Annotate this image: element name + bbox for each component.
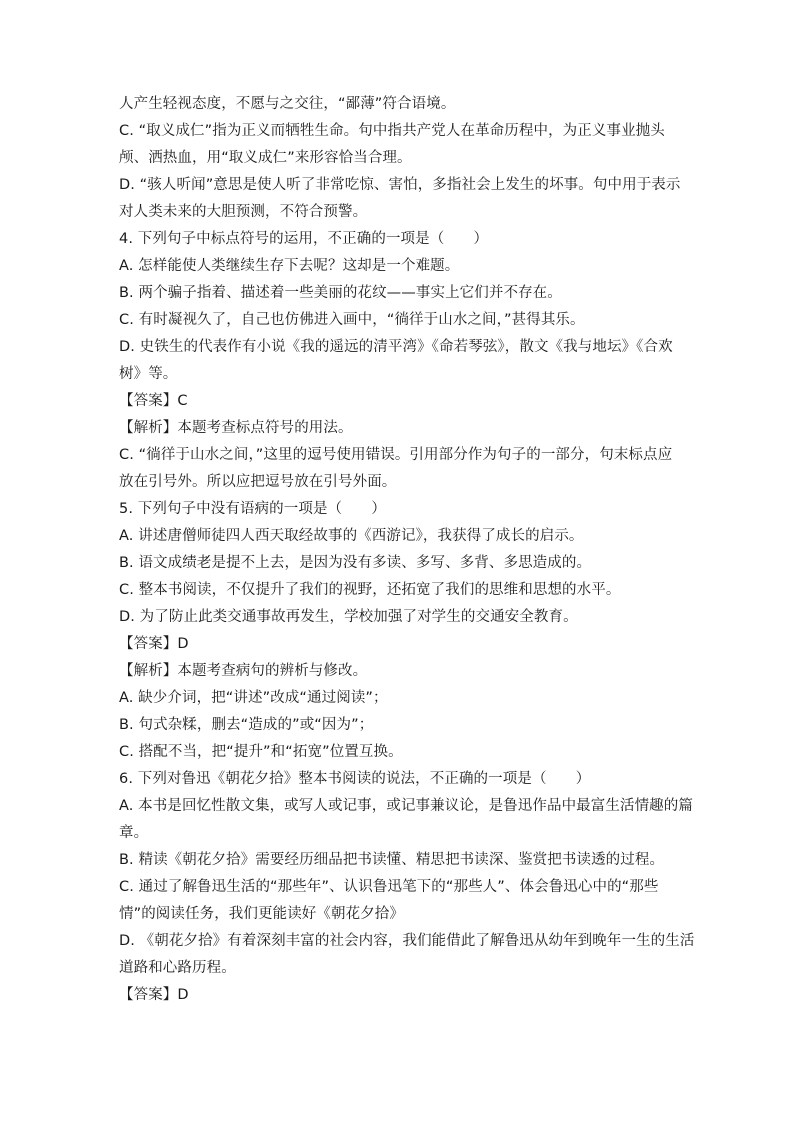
question-6-option-a: A. 本书是回忆性散文集，或写人或记事，或记事兼议论，是鲁迅作品中最富生活情趣的篇: [119, 798, 693, 814]
text-line: 放在引号外。所以应把逗号放在引号外面。: [119, 474, 397, 490]
text-line: 树》等。: [119, 366, 178, 382]
question-6-stem: 6. 下列对鲁迅《朝花夕拾》整本书阅读的说法，不正确的一项是（ ）: [119, 771, 591, 787]
question-4-analysis: 【解析】本题考查标点符号的用法。: [119, 420, 353, 436]
question-6-option-d: D. 《朝花夕拾》有着深刻丰富的社会内容，我们能借此了解鲁迅从幼年到晚年一生的生活: [119, 933, 695, 949]
text-line: B. 句式杂糅，删去“造成的”或“因为”；: [119, 717, 374, 733]
question-5-option-b: B. 语文成绩老是提不上去，是因为没有多读、多写、多背、多思造成的。: [119, 555, 592, 571]
question-4-option-b: B. 两个骗子指着、描述着一些美丽的花纹——事实上它们并不存在。: [119, 285, 562, 301]
question-4-option-c: C. 有时凝视久了，自己也仿佛进入画中，“徜徉于山水之间，”甚得其乐。: [119, 312, 585, 328]
question-6-option-b: B. 精读《朝花夕拾》需要经历细品把书读懂、精思把书读深、鉴赏把书读透的过程。: [119, 852, 665, 868]
question-5-option-a: A. 讲述唐僧师徒四人西天取经故事的《西游记》，我获得了成长的启示。: [119, 528, 584, 544]
text-line: 情”的阅读任务，我们更能读好《朝花夕拾》: [119, 906, 405, 922]
question-4-option-a: A. 怎样能使人类继续生存下去呢？这却是一个难题。: [119, 258, 460, 274]
text-line: 对人类未来的大胆预测，不符合预警。: [119, 204, 368, 220]
text-line: 章。: [119, 825, 149, 841]
text-line: A. 缺少介词，把“讲述”改成“通过阅读”；: [119, 690, 388, 706]
question-4-option-d: D. 史铁生的代表作有小说《我的遥远的清平湾》《命若琴弦》，散文《我与地坛》《合欢: [119, 339, 673, 355]
text-line: C. “取义成仁”指为正义而牺牲生命。句中指共产党人在革命历程中，为正义事业抛头: [119, 123, 665, 139]
question-5-option-c: C. 整本书阅读，不仅提升了我们的视野，还拓宽了我们的思维和思想的水平。: [119, 582, 621, 598]
text-line: 人产生轻视态度，不愿与之交往，“鄙薄”符合语境。: [119, 96, 456, 112]
text-line: C. 搭配不当，把“提升”和“拓宽”位置互换。: [119, 744, 403, 760]
question-5-answer: 【答案】D: [119, 636, 189, 652]
text-line: D. “骇人听闻”意思是使人听了非常吃惊、害怕，多指社会上发生的坏事。句中用于表示: [119, 177, 681, 193]
question-6-option-c: C. 通过了解鲁迅生活的“那些年”、认识鲁迅笔下的“那些人”、体会鲁迅心中的“那些: [119, 879, 659, 895]
document-body: [119, 91, 695, 1009]
text-line: 道路和心路历程。: [119, 960, 236, 976]
question-4-answer: 【答案】C: [119, 393, 188, 409]
question-5-stem: 5. 下列句子中没有语病的一项是（ ）: [119, 501, 386, 517]
question-6-answer: 【答案】D: [119, 987, 189, 1003]
question-4-stem: 4. 下列句子中标点符号的运用，不正确的一项是（ ）: [119, 231, 489, 247]
text-line: 颅、洒热血，用“取义成仁”来形容恰当合理。: [119, 150, 412, 166]
question-5-analysis: 【解析】本题考查病句的辨析与修改。: [119, 663, 368, 679]
question-5-option-d: D. 为了防止此类交通事故再发生，学校加强了对学生的交通安全教育。: [119, 609, 578, 625]
text-line: C. “徜徉于山水之间，”这里的逗号使用错误。引用部分作为句子的一部分，句末标点应: [119, 447, 673, 463]
